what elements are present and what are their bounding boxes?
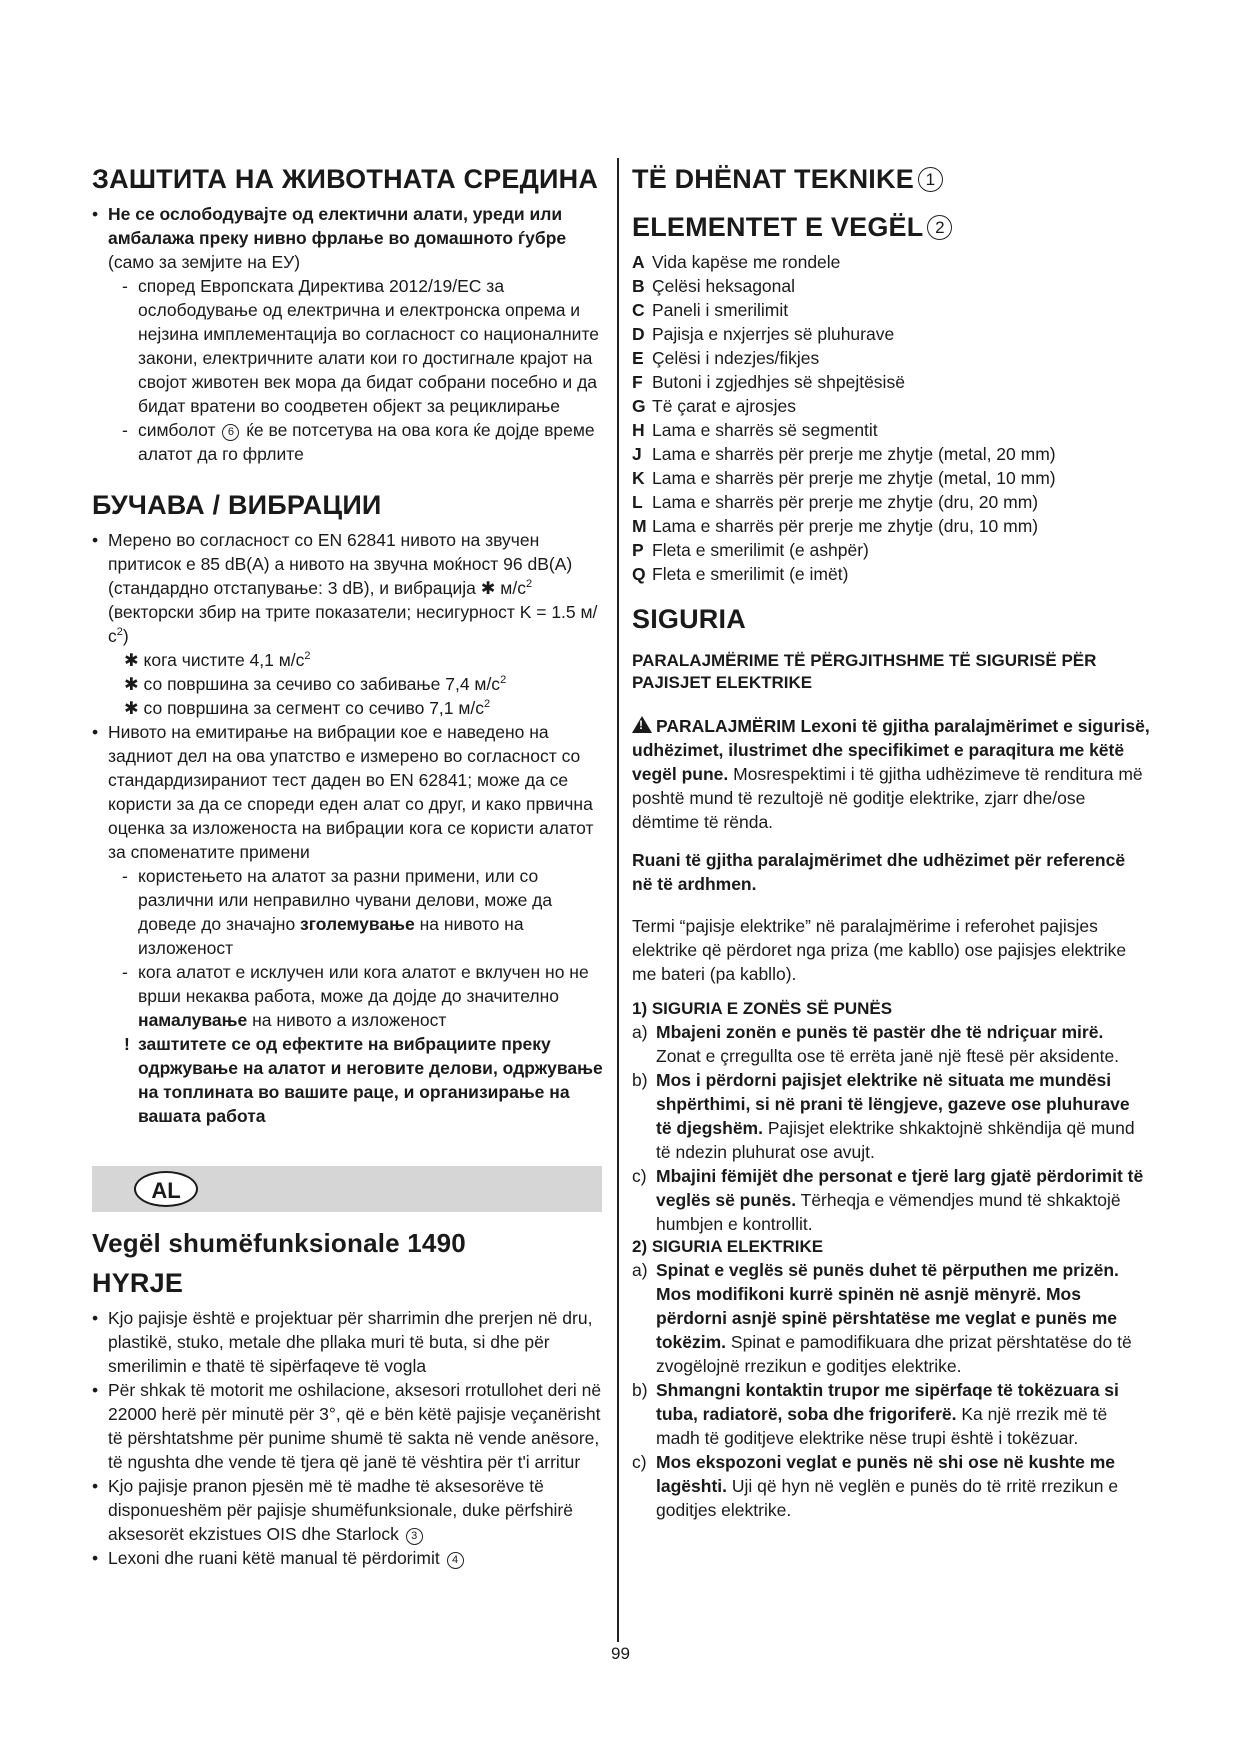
element-item [632, 514, 1150, 538]
figure-ref-badge: 2 [927, 215, 952, 240]
safety-item-letter: a) [632, 1022, 648, 1042]
safety-item-letter: c) [632, 1166, 647, 1186]
element-label: Pajisja e nxjerrjes së pluhurave [652, 324, 895, 344]
safety-item-letter: a) [632, 1260, 648, 1280]
safety-item-text: Pajisjet elektrike shkaktojnë shkëndija që mund të ndezin pluhurat ose avujt. [656, 1118, 1135, 1162]
elements-list [632, 250, 1150, 586]
safety-item-bold: Mbajini fëmijët dhe personat e tjerë larg gjatë përdorimit të veglës së punës. [656, 1166, 1144, 1210]
safety-item-text: Tërheqja e vëmendjes mund të shkaktojë humbjen e kontrollit. [656, 1190, 1121, 1234]
noise-sublist [108, 864, 604, 1032]
list-item: • Мерено во согласност со EN 62841 нивото на звучен притисок е 85 dB(A) а нивото на звучна моќност 96 dB(A) (стандардно отстапување: 3 dB), и вибрација ✱ $м/с^2$ (векторски збир на трите показатели; несигурност K = 1.5 $м/с^2$) ✱ кога чистите 4,1 $м/с^2$ ✱ со површина за сечиво со забивање 7,4 $м/с^2$ ✱ со површина за сегмент со сечиво 7,1 $м/с^2$ [92, 528, 604, 720]
safety-item-letter: b) [632, 1070, 648, 1090]
env-sublist [108, 274, 604, 466]
term-definition: Termi “pajisje elektrike” në paralajmërime i referohet pajisjes elektrike që përdoret nga priza (me kabllo) ose pajisjes elektrike me bateri (pa kabllo). [632, 916, 1127, 984]
vibration-value: ✱ со површина за сечиво со забивање 7,4 $м/с^2$ [124, 674, 507, 694]
element-label: Të çarat e ajrosjes [652, 396, 796, 416]
safety-item-bold: Spinat e veglës së punës duhet të përputhen me prizën. Mos modifikoni kurrë spinën në asnjë mënyrë. Mos përdorni asnjë spinë përshtatëse me veglat e punës me tokëzim. [656, 1260, 1119, 1352]
figure-ref-badge: 3 [406, 1528, 423, 1545]
figure-ref-badge: 4 [447, 1552, 464, 1569]
element-item [632, 466, 1150, 490]
vibration-warning: ! заштитете се од ефектите на вибрациите преку одржување на алатот и неговите делови, одржување на топлината во вашите раце, и организирање на вашата работа [124, 1034, 603, 1126]
list-item: • Kjo pajisje është e projektuar për sharrimin dhe prerjen në dru, plastikë, stuko, metale dhe pllaka muri të buta, si dhe për smerilimin e thatë të sipërfaqeve të vogla [92, 1306, 604, 1378]
element-letter: M [632, 516, 647, 536]
element-label: Lama e sharrës së segmentit [652, 420, 878, 440]
element-letter: D [632, 324, 645, 344]
section-title-safety: SIGURIA [632, 604, 746, 634]
safety-item-text: Spinat e pamodifikuara dhe prizat përshtatëse do të zvogëlojnë rrezikun e goditjes elektrike. [656, 1332, 1132, 1376]
list-item: - симболот 6 ќе ве потсетува на ова кога ќе дојде време алатот да го фрлите [108, 418, 604, 466]
element-letter: K [632, 468, 645, 488]
list-item: • Не се ослободувајте од електични алати, уреди или амбалажа преку нивно фрлање во домашното ѓубре (само за земјите на ЕУ) - според Европската Директива 2012/19/ЕС за ослободување од електрична и електронска опрема и нејзина имплементација во согласност со националните закони, електричните алати кои го достигнале крајот на својот животен век мора да бидат собрани посебно и да бидат вратени во соодветен објект за рециклирање - симболот 6 ќе ве потсетува на ова кога ќе дојде време алатот да го фрлите [92, 202, 604, 466]
element-item [632, 490, 1150, 514]
safety-item [632, 1164, 1150, 1236]
electrical-safety-list [632, 1258, 1150, 1522]
electrical-safety-heading: 2) SIGURIA ELEKTRIKE [632, 1237, 824, 1256]
element-label: Lama e sharrës për prerje me zhytje (dru, 10 mm) [652, 516, 1039, 536]
general-warnings-heading: PARALAJMËRIME TË PËRGJITHSHME TË SIGURISË PËR PAJISJET ELEKTRIKE [632, 651, 1097, 692]
warning-triangle-icon [632, 716, 652, 733]
safety-item-text: Uji që hyn në veglën e punës do të rritë rrezikun e goditjes elektrike. [656, 1476, 1119, 1520]
product-title: Vegël shumëfunksionale 1490 [92, 1228, 466, 1258]
element-letter: G [632, 396, 646, 416]
column-divider [617, 158, 619, 1642]
safety-item-bold: Mbajeni zonën e punës të pastër dhe të ndriçuar mirë. [656, 1022, 1104, 1042]
safety-item [632, 1258, 1150, 1378]
element-item [632, 322, 1150, 346]
element-item [632, 250, 1150, 274]
element-letter: J [632, 444, 642, 464]
page-number: 99 [611, 1644, 630, 1663]
work-area-list [632, 1020, 1150, 1236]
element-letter: L [632, 492, 643, 512]
vibration-value: ✱ кога чистите 4,1 $м/с^2$ [124, 650, 311, 670]
element-letter: F [632, 372, 643, 392]
safety-item-bold: Mos i përdorni pajisjet elektrike në situata me mundësi shpërthimi, si në prani të lëngjeve, gazeve ose pluhurave të djegshëm. [656, 1070, 1130, 1138]
element-label: Paneli i smerilimit [652, 300, 789, 320]
section-title-intro: HYRJE [92, 1268, 184, 1298]
element-label: Lama e sharrës për prerje me zhytje (metal, 10 mm) [652, 468, 1056, 488]
list-item: - користењето на алатот за разни примени, или со различни или неправилно чувани делови, може да доведе до значајно зголемување на нивото на изложеност [108, 864, 604, 960]
element-item [632, 394, 1150, 418]
section-title-noise: БУЧАВА / ВИБРАЦИИ [92, 490, 382, 520]
element-item [632, 298, 1150, 322]
element-item [632, 274, 1150, 298]
safety-item-letter: c) [632, 1452, 647, 1472]
keep-instructions: Ruani të gjitha paralajmërimet dhe udhëzimet për referencë në të ardhmen. [632, 850, 1126, 894]
section-title-tech: TË DHËNAT TEKNIKE 1 [632, 162, 1150, 196]
element-label: Çelësi heksagonal [652, 276, 796, 296]
safety-item [632, 1378, 1150, 1450]
list-item: • Për shkak të motorit me oshilacione, aksesori rrotullohet deri në 22000 herë për minutë për 3°, që e bën këtë pajisje veçanërisht të përshtatshme për punime shumë të sakta në vende anësore, të ngushta dhe vende të tjera që janë të vështira për t'i arritur [92, 1378, 604, 1474]
work-area-heading: 1) SIGURIA E ZONËS SË PUNËS [632, 999, 893, 1018]
element-item [632, 346, 1150, 370]
section-title-environment: ЗАШТИТА НА ЖИВОТНАТА СРЕДИНА [92, 164, 599, 194]
list-item: • Нивото на емитирање на вибрации кое е наведено на задниот дел на ова упатство е измерено во согласност со стандардизираниот тест даден во EN 62841; може да се користи за да се спореди еден алат со друг, и како првична оценка за изложеноста на вибрации кога се користи алатот за споменатите примени - користењето на алатот за разни примени, или со различни или неправилно чувани делови, може да доведе до значајно зголемување на нивото на изложеност - кога алатот е исклучен или кога алатот е вклучен но не врши некаква работа, може да дојде до значително намалување на нивото а изложеност ! заштитете се од ефектите на вибрациите преку одржување на алатот и неговите делови, одржување на топлината во вашите раце, и организирање на вашата работа [92, 720, 604, 1128]
figure-ref-badge: 6 [222, 424, 239, 441]
safety-item-letter: b) [632, 1380, 648, 1400]
safety-item-bold: Mos ekspozoni veglat e punës në shi ose në kushte me lagështi. [656, 1452, 1116, 1496]
intro-list [92, 1306, 604, 1570]
list-item: - кога алатот е исклучен или кога алатот е вклучен но не врши некаква работа, може да дојде до значително намалување на нивото а изложеност [108, 960, 604, 1032]
element-letter: B [632, 276, 645, 296]
vibration-value: ✱ со површина за сегмент со сечиво 7,1 $м/с^2$ [124, 698, 491, 718]
warning-paragraph: !PARALAJMËRIM Lexoni të gjitha paralajmërimet e sigurisë, udhëzimet, ilustrimet dhe specifikimet e paraqitura me këtë vegël pune. Mosrespektimi i të gjitha udhëzimeve të renditura më poshtë mund të rezultojë në goditje elektrike, zjarr dhe/ose dëmtime të rënda. [632, 714, 1150, 834]
element-label: Çelësi i ndezjes/fikjes [652, 348, 820, 368]
element-letter: C [632, 300, 645, 320]
safety-item-text: Zonat e çrregullta ose të errëta janë një ftesë për aksidente. [656, 1046, 1120, 1066]
element-letter: P [632, 540, 644, 560]
language-bar [92, 1166, 602, 1212]
env-list [92, 202, 604, 466]
list-item: • Kjo pajisje pranon pjesën më të madhe të aksesorëve të disponueshëm për pajisje shumëfunksionale, duke përfshirë aksesorët ekzistues OIS dhe Starlock 3 [92, 1474, 604, 1546]
element-label: Lama e sharrës për prerje me zhytje (metal, 20 mm) [652, 444, 1056, 464]
element-label: Butoni i zgjedhjes së shpejtësisë [652, 372, 905, 392]
left-column [92, 162, 604, 1570]
element-label: Fleta e smerilimit (e ashpër) [652, 540, 869, 560]
element-item [632, 562, 1150, 586]
section-title-elements: ELEMENTET E VEGËL 2 [632, 210, 1150, 244]
figure-ref-badge: 1 [918, 167, 943, 192]
language-badge: AL [134, 1171, 198, 1207]
element-label: Vida kapëse me rondele [652, 252, 841, 272]
element-item [632, 538, 1150, 562]
safety-item [632, 1020, 1150, 1068]
safety-item-bold: Shmangni kontaktin trupor me sipërfaqe të tokëzuara si tuba, radiatorë, soba dhe frigoriferë. [656, 1380, 1119, 1424]
element-item [632, 370, 1150, 394]
element-item [632, 418, 1150, 442]
list-item: • Lexoni dhe ruani këtë manual të përdorimit 4 [92, 1546, 604, 1570]
element-label: Fleta e smerilimit (e imët) [652, 564, 849, 584]
element-label: Lama e sharrës për prerje me zhytje (dru, 20 mm) [652, 492, 1039, 512]
element-letter: H [632, 420, 645, 440]
noise-list [92, 528, 604, 1128]
safety-item [632, 1068, 1150, 1164]
element-letter: Q [632, 564, 646, 584]
right-column [632, 162, 1150, 1522]
element-item [632, 442, 1150, 466]
element-letter: A [632, 252, 645, 272]
safety-item [632, 1450, 1150, 1522]
element-letter: E [632, 348, 644, 368]
safety-item-text: Ka një rrezik më të madh të goditjeve elektrike nëse trupi është i tokëzuar. [656, 1404, 1108, 1448]
list-item: - според Европската Директива 2012/19/ЕС за ослободување од електрична и електронска опрема и нејзина имплементација во согласност со националните закони, електричните алати кои го достигнале крајот на својот животен век мора да бидат собрани посебно и да бидат вратени во соодветен објект за рециклирање [108, 274, 604, 418]
